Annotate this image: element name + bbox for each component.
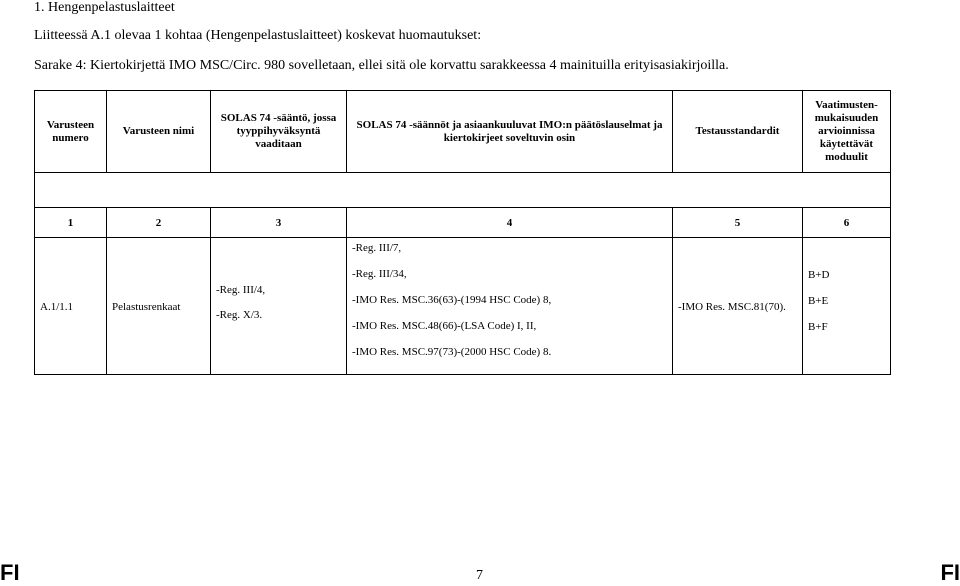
- header-solas-regulation: SOLAS 74 -sääntö, jossa tyyppihyväksyntä vaaditaan: [211, 91, 347, 173]
- header-imo-resolutions: SOLAS 74 -säännöt ja asiaankuuluvat IMO:n päätöslauselmat ja kiertokirjeet soveltuvin osin: [347, 91, 673, 173]
- column-number: 4: [347, 208, 673, 238]
- equipment-table: [34, 90, 891, 375]
- module-item: B+E: [808, 295, 829, 307]
- module-item: B+D: [808, 269, 830, 281]
- column-number: 6: [803, 208, 891, 238]
- column-number: 1: [35, 208, 107, 238]
- testing-standard: -IMO Res. MSC.81(70).: [678, 301, 786, 313]
- resolution-item: -Reg. III/7,: [352, 242, 402, 254]
- header-equipment-number: Varusteen numero: [35, 91, 107, 173]
- table-header-row: [35, 91, 891, 173]
- equipment-number: A.1/1.1: [40, 301, 73, 313]
- resolution-item: -Reg. III/34,: [352, 268, 407, 280]
- column-number: 2: [107, 208, 211, 238]
- header-conformity-modules: Vaatimusten-mukaisuuden arvioinnissa käytettävät moduulit: [803, 91, 891, 173]
- section-heading: 1. Hengenpelastuslaitteet: [34, 0, 175, 15]
- header-equipment-name: Varusteen nimi: [107, 91, 211, 173]
- table-row: [35, 238, 891, 375]
- column-number-row: [35, 208, 891, 238]
- resolution-item: -IMO Res. MSC.48(66)-(LSA Code) I, II,: [352, 320, 537, 332]
- resolution-item: -IMO Res. MSC.36(63)-(1994 HSC Code) 8,: [352, 294, 552, 306]
- solas-regulations: [216, 284, 265, 321]
- column-number: 3: [211, 208, 347, 238]
- language-code-right: FI: [940, 560, 960, 585]
- conformity-modules: [808, 269, 829, 334]
- language-code-left: FI: [0, 560, 20, 585]
- regulation-item: -Reg. III/4,: [216, 284, 266, 296]
- imo-resolutions: [352, 242, 551, 359]
- column-note: Sarake 4: Kiertokirjettä IMO MSC/Circ. 980 sovelletaan, ellei sitä ole korvattu sarakkeessa 4 mainituilla erityisasiakirjoilla.: [34, 58, 729, 73]
- resolution-item: -IMO Res. MSC.97(73)-(2000 HSC Code) 8.: [352, 346, 552, 358]
- module-item: B+F: [808, 321, 828, 333]
- table-spacer: [35, 173, 891, 208]
- page-number: 7: [476, 568, 483, 583]
- header-testing-standards: Testausstandardit: [673, 91, 803, 173]
- regulation-item: -Reg. X/3.: [216, 309, 263, 321]
- equipment-name: Pelastusrenkaat: [112, 301, 181, 313]
- annex-note: Liitteessä A.1 olevaa 1 kohtaa (Hengenpelastuslaitteet) koskevat huomautukset:: [34, 28, 482, 43]
- column-number: 5: [673, 208, 803, 238]
